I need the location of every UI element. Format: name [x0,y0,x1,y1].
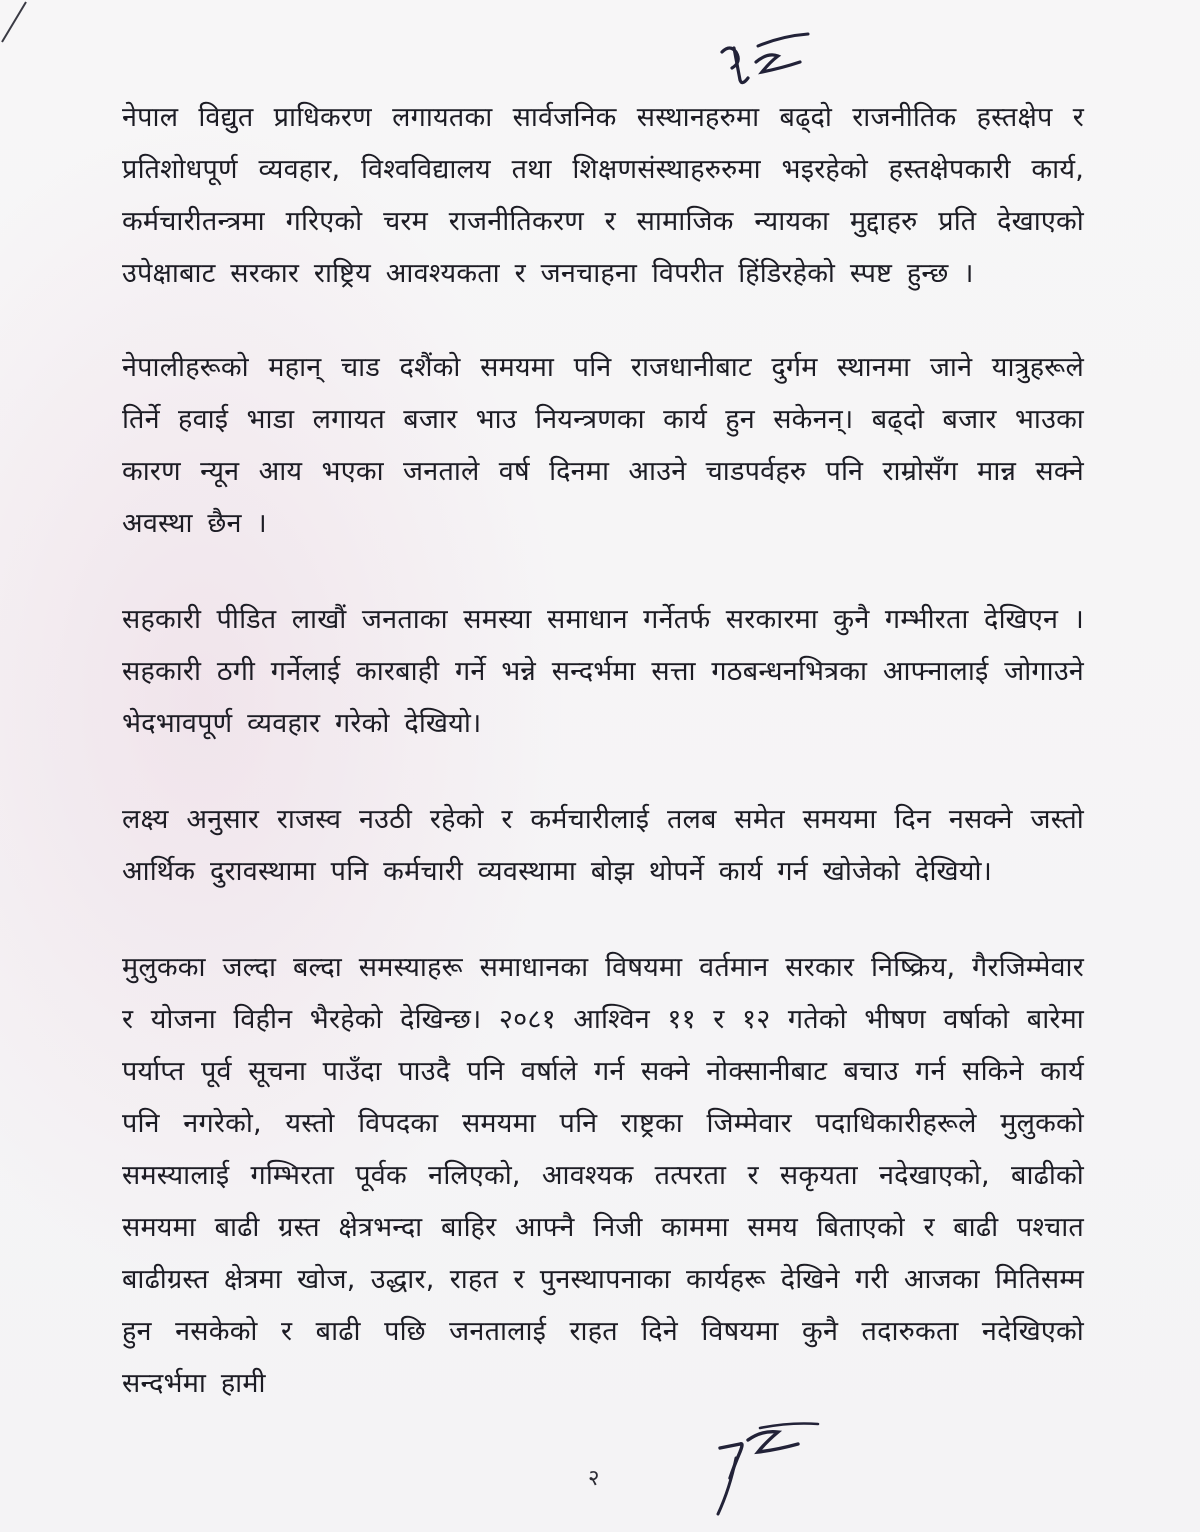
paragraph-3: सहकारी पीडित लाखौं जनताका समस्या समाधान गर्नेतर्फ सरकारमा कुनै गम्भीरता देखिएन । सहकारी ठगी गर्नेलाई कारबाही गर्ने भन्ने सन्दर्भमा सत्ता गठबन्धनभित्रका आफ्नालाई जोगाउने भेदभावपूर्ण व्यवहार गरेको देखियो। [122,604,1084,739]
corner-pen-mark [0,0,60,60]
paragraph-4: लक्ष्य अनुसार राजस्व नउठी रहेको र कर्मचारीलाई तलब समेत समयमा दिन नसक्ने जस्तो आर्थिक दुरावस्थामा पनि कर्मचारी व्यवस्थामा बोझ थोपर्ने कार्य गर्न खोजेको देखियो। [122,804,1084,887]
document-body [122,92,1084,1450]
page-number: २ [588,1466,600,1491]
paragraph-2: नेपालीहरूको महान् चाड दशैंको समयमा पनि राजधानीबाट दुर्गम स्थानमा जाने यात्रुहरूले तिर्ने हवाई भाडा लगायत बजार भाउ नियन्त्रणका कार्य हुन सकेनन्। बढ्दो बजार भाउका कारण न्यून आय भएका जनताले वर्ष दिनमा आउने चाडपर्वहरु पनि राम्रोसँग मान्न सक्ने अवस्था छैन । [122,352,1084,539]
paragraph-5: मुलुकका जल्दा बल्दा समस्याहरू समाधानका विषयमा वर्तमान सरकार निष्क्रिय, गैरजिम्मेवार र योजना विहीन भैरहेको देखिन्छ। २०८१ आश्विन ११ र १२ गतेको भीषण वर्षाको बारेमा पर्याप्त पूर्व सूचना पाउँदा पाउदै पनि वर्षाले गर्न सक्ने नोक्सानीबाट बचाउ गर्न सकिने कार्य पनि नगरेको, यस्तो विपदका समयमा पनि राष्ट्रका जिम्मेवार पदाधिकारीहरूले मुलुकको समस्यालाई गम्भिरता पूर्वक नलिएको, आवश्यक तत्परता र सकृयता नदेखाएको, बाढीको समयमा बाढी ग्रस्त क्षेत्रभन्दा बाहिर आफ्नै निजी काममा समय बिताएको र बाढी पश्चात बाढीग्रस्त क्षेत्रमा खोज, उद्धार, राहत र पुनस्थापनाका कार्यहरू देखिने गरी आजका मितिसम्म हुन नसकेको र बाढी पछि जनतालाई राहत दिने विषयमा कुनै तदारुकता नदेखिएको सन्दर्भमा हामी [122,952,1084,1399]
handwritten-initials-bottom [700,1418,830,1518]
paragraph-1: नेपाल विद्युत प्राधिकरण लगायतका सार्वजनिक सस्थानहरुमा बढ्दो राजनीतिक हस्तक्षेप र प्रतिशोधपूर्ण व्यवहार, विश्वविद्यालय तथा शिक्षणसंस्थाहरुरुमा भइरहेको हस्तक्षेपकारी कार्य, कर्मचारीतन्त्रमा गरिएको चरम राजनीतिकरण र सामाजिक न्यायका मुद्दाहरु प्रति देखाएको उपेक्षाबाट सरकार राष्ट्रिय आवश्यकता र जनचाहना विपरीत हिंडिरहेको स्पष्ट हुन्छ । [122,102,1084,289]
handwritten-initials-top [712,22,822,92]
